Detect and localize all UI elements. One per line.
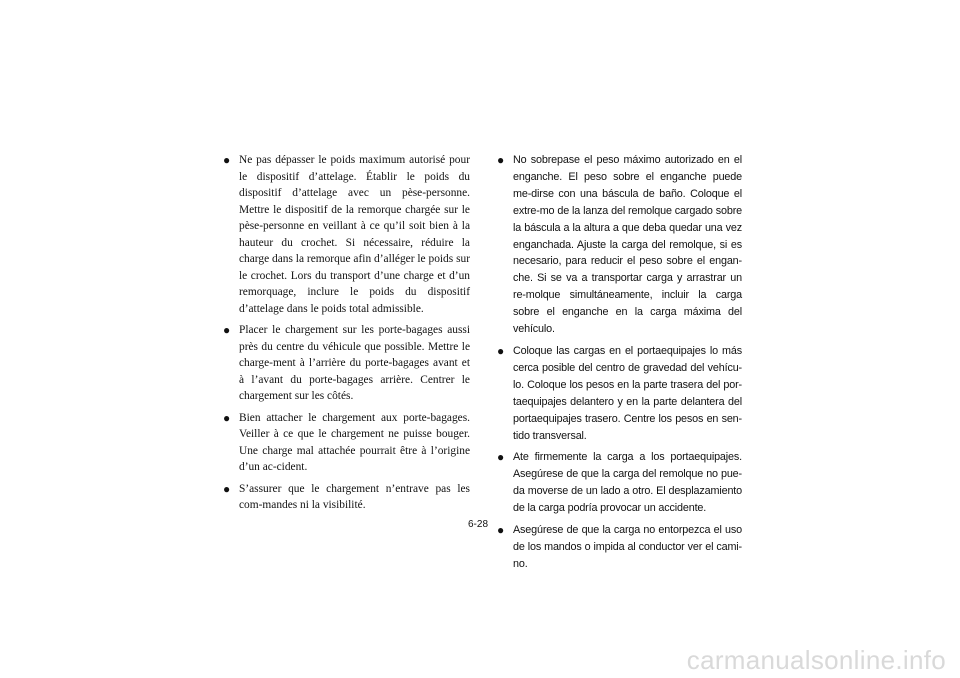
bullet-icon: ● — [497, 343, 505, 358]
spanish-item-text: Coloque las cargas en el portaequipajes lo más cerca posible del centro de gravedad del vehícu-lo. Coloque los pesos en la parte trasera del por-taequipajes delantero y en la parte delantera del portaequipajes trasero. Centre los pesos en sen-tido transversal. — [513, 344, 742, 442]
bullet-icon: ● — [223, 410, 231, 425]
list-item — [496, 449, 742, 517]
spanish-column — [496, 152, 742, 578]
spanish-item-text: Ate firmemente la carga a los portaequipajes. Asegúrese de que la carga del remolque no pue-da moverse de un lado a otro. El desplazamiento de la carga podría provocar un accidente. — [513, 451, 742, 515]
french-item-text: Placer le chargement sur les porte-bagages aussi près du centre du véhicule que possible. Mettre le charge-ment à l’arrière du porte-bagages avant et à l’avant du porte-bagages arrière. Centrer le chargement sur les côtés. — [239, 324, 470, 402]
french-item-text: Ne pas dépasser le poids maximum autorisé pour le dispositif d’attelage. Établir le poids du dispositif d’attelage avec un pèse-personne. Mettre le dispositif de la remorque chargée sur le pèse-personne en veillant à ce qu’il soit bien à la hauteur du crochet. Si nécessaire, réduire la charge dans la remorque afin d’alléger le poids sur le crochet. Lors du transport d’une charge et d’un remorquage, inclure le poids du dispositif d’attelage dans le poids total admissible. — [239, 154, 470, 315]
bullet-icon: ● — [497, 523, 505, 538]
list-item — [222, 152, 470, 317]
spanish-item-text: Asegúrese de que la carga no entorpezca el uso de los mandos o impida al conductor ver el cami-no. — [513, 524, 742, 570]
spanish-item-text: No sobrepase el peso máximo autorizado en el enganche. El peso sobre el enganche puede me-dirse con una báscula de baño. Coloque el extre-mo de la lanza del remolque cargado sobre la báscula a la altura a que deba quedar una vez enganchada. Ajuste la carga del remolque, si es necesario, para reducir el peso sobre el engan-che. Si se va a transportar carga y arrastrar un re-molque simultáneamente, incluir la carga sobre el enganche en la carga máxima del vehículo. — [513, 154, 742, 336]
french-column — [222, 152, 470, 519]
list-item — [496, 343, 742, 444]
watermark: carmanualsonline.info — [686, 645, 946, 675]
french-item-text: S’assurer que le chargement n’entrave pas les com-mandes ni la visibilité. — [239, 482, 470, 511]
bullet-icon: ● — [223, 153, 231, 167]
list-item — [222, 410, 470, 476]
bullet-icon: ● — [497, 153, 505, 167]
list-item — [496, 152, 742, 338]
list-item — [496, 522, 742, 573]
page-number: 6-28 — [468, 519, 489, 530]
bullet-icon: ● — [223, 323, 231, 337]
bullet-icon: ● — [223, 481, 231, 496]
bullet-icon: ● — [497, 450, 505, 465]
list-item — [222, 322, 470, 405]
list-item — [222, 481, 470, 514]
french-item-text: Bien attacher le chargement aux porte-bagages. Veiller à ce que le chargement ne puisse bouger. Une charge mal attachée pourrait être à l’origine d’un ac-cident. — [239, 411, 470, 473]
